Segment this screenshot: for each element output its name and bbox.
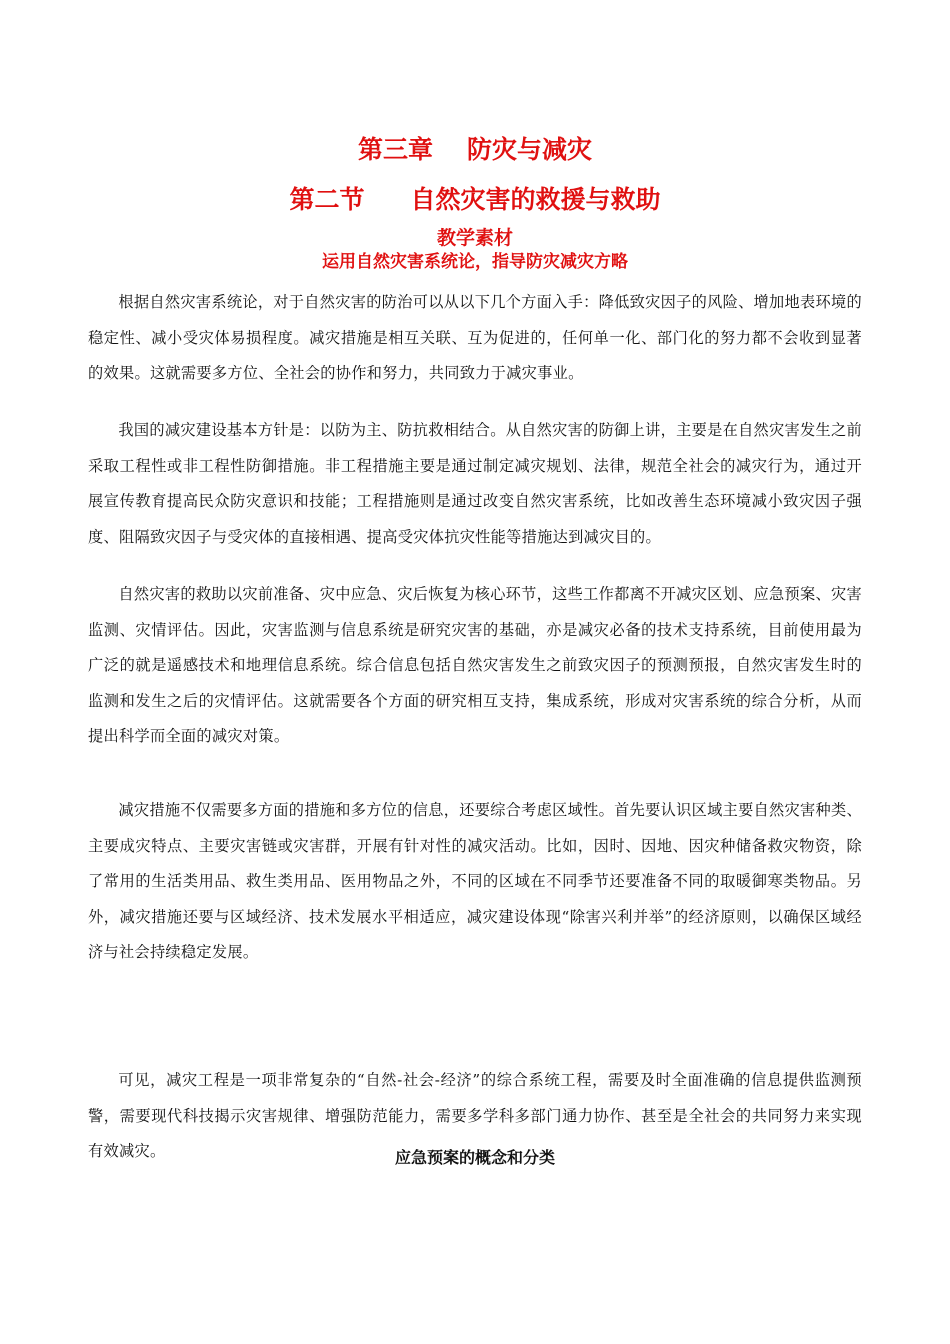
section-name: 自然灾害的救援与救助 <box>410 185 661 214</box>
paragraph-5: 可见，减灾工程是一项非常复杂的“自然-社会-经济”的综合系统工程，需要及时全面准确的信息提供监测预警，需要现代科技揭示灾害规律、增强防范能力，需要多学科多部门通力协作、甚至是全社会的共同努力来实现有效减灾。 <box>88 1071 862 1160</box>
paragraph-2: 我国的减灾建设基本方针是：以防为主、防抗救相结合。从自然灾害的防御上讲，主要是在自然灾害发生之前采取工程性或非工程性防御措施。非工程措施主要是通过制定减灾规划、法律，规范全社会的减灾行为，通过开展宣传教育提高民众防灾意识和技能；工程措施则是通过改变自然灾害系统，比如改善生态环境减小致灾因子强度、阻隔致灾因子与受灾体的直接相遇、提高受灾体抗灾性能等措施达到减灾目的。 <box>88 421 862 546</box>
chapter-number: 第三章 <box>357 135 433 164</box>
paragraph-1: 根据自然灾害系统论，对于自然灾害的防治可以从以下几个方面入手：降低致灾因子的风险、增加地表环境的稳定性、减小受灾体易损程度。减灾措施是相互关联、互为促进的，任何单一化、部门化的努力都不会收到显著的效果。这就需要多方位、全社会的协作和努力，共同致力于减灾事业。 <box>88 293 862 382</box>
paragraph-4: 减灾措施不仅需要多方面的措施和多方位的信息，还要综合考虑区域性。首先要认识区域主要自然灾害种类、主要成灾特点、主要灾害链或灾害群，开展有针对性的减灾活动。比如，因时、因地、因灾种储备救灾物资，除了常用的生活类用品、救生类用品、医用物品之外，不同的区域在不同季节还要准备不同的取暖御寒类物品。另外，减灾措施还要与区域经济、技术发展水平相适应，减灾建设体现“除害兴利并举”的经济原则，以确保区域经济与社会持续稳定发展。 <box>88 801 862 961</box>
section-number: 第二节 <box>289 185 365 214</box>
section-title <box>0 183 950 217</box>
material-label: 教学素材 <box>436 227 513 249</box>
chapter-title <box>0 133 950 167</box>
subtitle: 运用自然灾害系统论，指导防灾减灾方略 <box>322 252 628 272</box>
bottom-heading: 应急预案的概念和分类 <box>394 1148 555 1167</box>
chapter-name: 防灾与减灾 <box>467 135 593 164</box>
paragraph-3: 自然灾害的救助以灾前准备、灾中应急、灾后恢复为核心环节，这些工作都离不开减灾区划、应急预案、灾害监测、灾情评估。因此，灾害监测与信息系统是研究灾害的基础，亦是减灾必备的技术支持系统，目前使用最为广泛的就是遥感技术和地理信息系统。综合信息包括自然灾害发生之前致灾因子的预测预报，自然灾害发生时的监测和发生之后的灾情评估。这就需要各个方面的研究相互支持，集成系统，形成对灾害系统的综合分析，从而提出科学而全面的减灾对策。 <box>88 585 862 745</box>
